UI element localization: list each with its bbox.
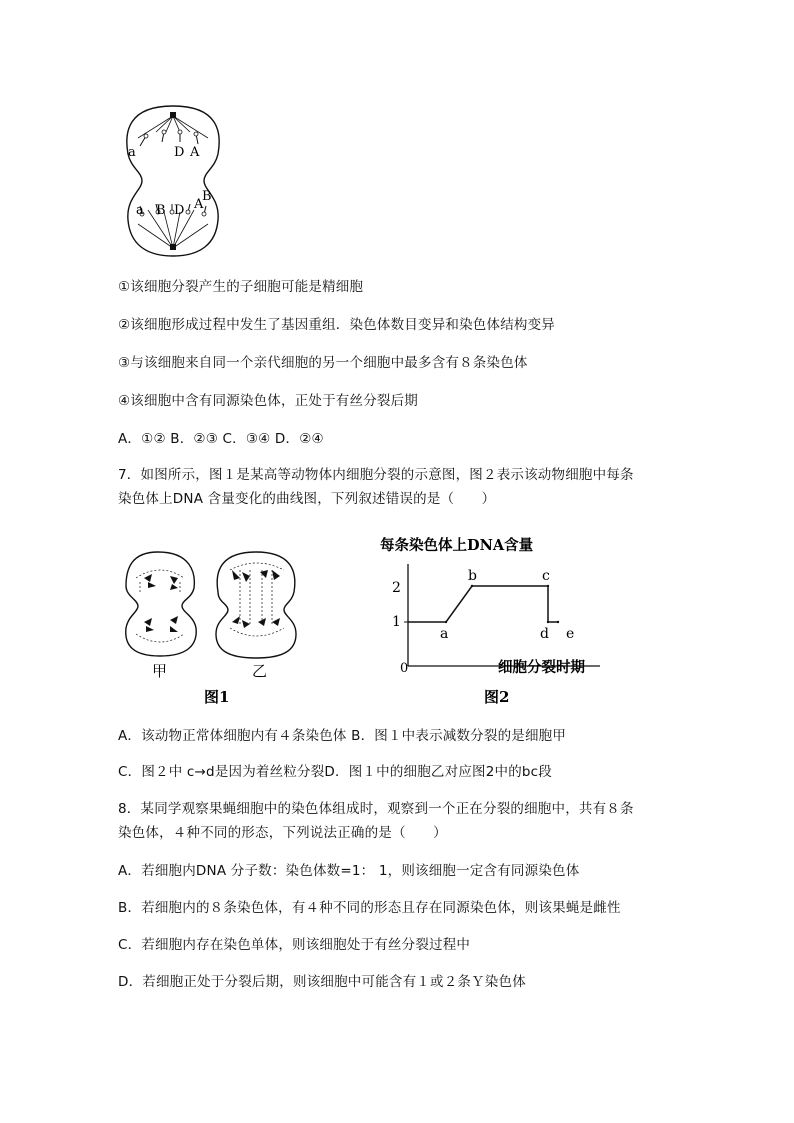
upper-label-A: A: [190, 145, 200, 160]
chart-ylabel: 每条染色体上DNA含量: [380, 537, 534, 554]
q6-statement-3: ③与该细胞来自同一个亲代细胞的另一个细胞中最多含有８条染色体: [118, 355, 528, 371]
cell-label-jia: 甲: [152, 662, 168, 680]
point-label-a: a: [440, 626, 449, 642]
origin-label: 0: [400, 661, 409, 676]
q6-statement-4: ④该细胞中含有同源染色体，正处于有丝分裂后期: [118, 393, 419, 409]
q6-statement-1: ①该细胞分裂产生的子细胞可能是精细胞: [118, 279, 364, 295]
q7-option-line2: C．图２中 c→d是因为着丝粒分裂D．图１中的细胞乙对应图2中的bc段: [118, 764, 552, 780]
q6-statement-2: ②该细胞形成过程中发生了基因重组．染色体数目变异和染色体结构变异: [118, 317, 556, 333]
q8-stem-line2: 染色体，４种不同的形态，下列说法正确的是（ ）: [118, 825, 447, 841]
point-e: [557, 621, 559, 623]
q8-option-a: A．若细胞内DNA 分子数：染色体数=1： 1，则该细胞一定含有同源染色体: [118, 863, 580, 879]
dna-content-line: [408, 586, 558, 622]
point-d: [547, 621, 549, 623]
q7-option-line1: A．该动物正常体细胞内有４条染色体 B．图１中表示减数分裂的是细胞甲: [118, 728, 567, 744]
q8-option-d: D．若细胞正处于分裂后期，则该细胞中可能含有１或２条Ｙ染色体: [118, 974, 526, 990]
figure-1-caption: 图1: [204, 688, 230, 706]
point-a: [445, 621, 447, 623]
figure-2-chart: [360, 530, 620, 710]
q6-options: A．①② B．②③ C．③④ D．②④: [118, 431, 324, 447]
point-b: [471, 585, 473, 587]
ytick-2: 2: [392, 580, 401, 596]
q7-stem-line1: 7．如图所示，图１是某高等动物体内细胞分裂的示意图，图２表示该动物细胞中每条: [118, 467, 634, 483]
q8-option-b: B．若细胞内的８条染色体，有４种不同的形态且存在同源染色体，则该果蝇是雌性: [118, 900, 621, 916]
q8-option-c: C．若细胞内存在染色单体，则该细胞处于有丝分裂过程中: [118, 937, 471, 953]
figure-1-cells: [118, 548, 308, 708]
q8-stem-line1: 8．某同学观察果蝇细胞中的染色体组成时，观察到一个正在分裂的细胞中，共有８条: [118, 801, 634, 817]
point-label-d: d: [540, 626, 549, 642]
lower-label-a: a: [136, 203, 144, 218]
q7-stem-line2: 染色体上DNA 含量变化的曲线图，下列叙述错误的是（ ）: [118, 491, 496, 507]
lower-label-A: A: [194, 197, 204, 212]
upper-label-D: D: [174, 145, 185, 160]
chart-xlabel: 细胞分裂时期: [498, 659, 585, 676]
ytick-1: 1: [392, 614, 401, 630]
upper-label-a: a: [128, 145, 136, 160]
lower-label-D: D: [174, 203, 185, 218]
point-label-b: b: [468, 568, 477, 584]
point-label-e: e: [566, 626, 575, 642]
dividing-cell-figure: [118, 102, 228, 260]
point-label-c: c: [542, 568, 550, 584]
point-c: [547, 585, 549, 587]
lower-label-B: B: [156, 203, 166, 218]
cell-label-yi: 乙: [252, 662, 268, 680]
figure-2-caption: 图2: [484, 688, 510, 706]
lower-label-B2: B: [202, 189, 212, 204]
